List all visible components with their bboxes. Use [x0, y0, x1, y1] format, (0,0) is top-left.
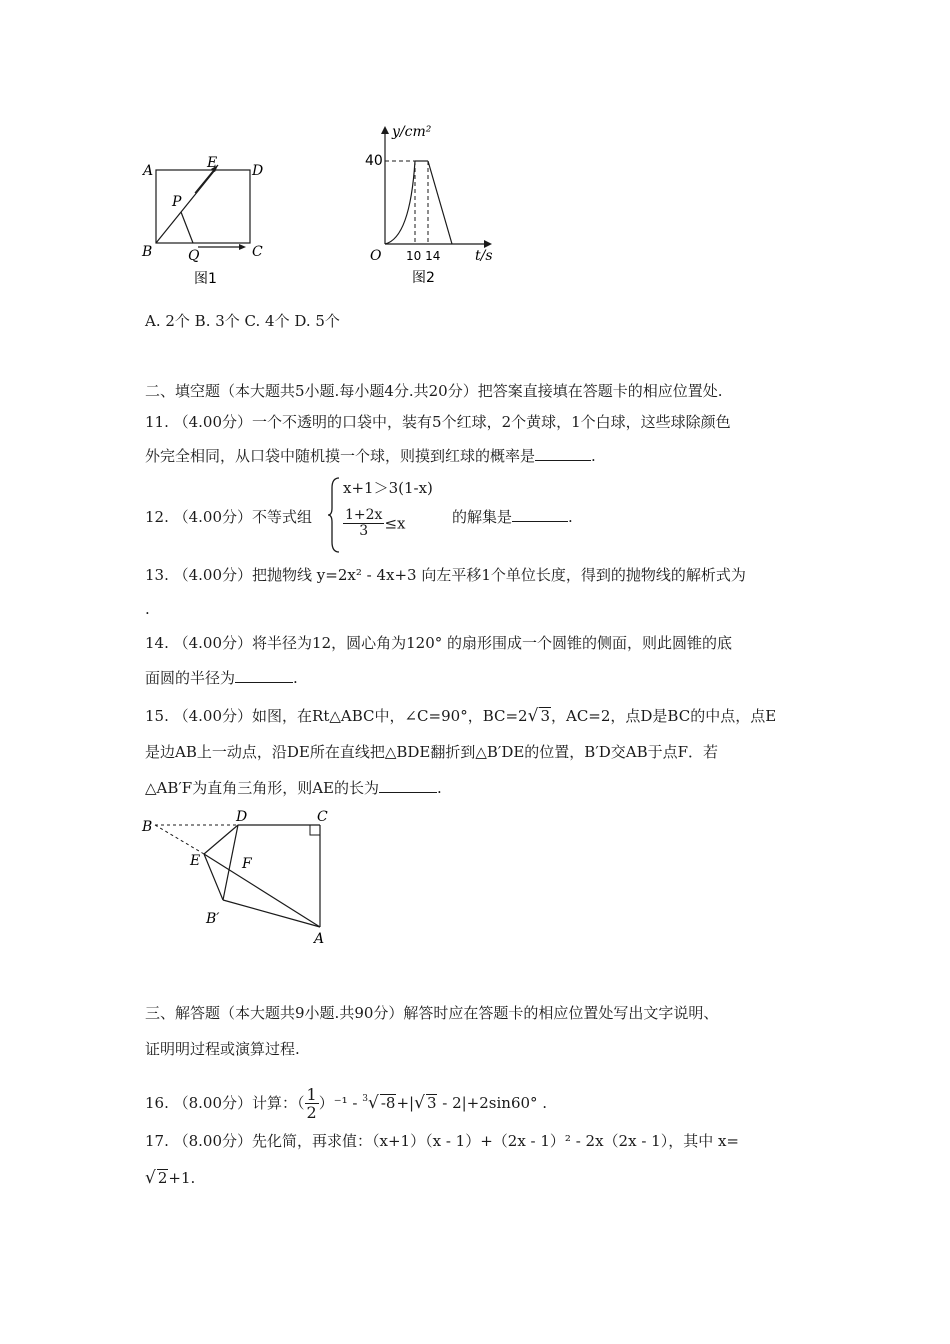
fig1-caption: 图1 [194, 271, 217, 287]
q14-line2 [145, 668, 298, 688]
fig3-label-f: F [242, 856, 252, 872]
fig3-label-b: B [142, 819, 153, 835]
q13-line2: . [145, 600, 150, 618]
section2-header: 二、填空题（本大题共5小题.每小题4分.共20分）把答案直接填在答题卡的相应位置处. [145, 382, 723, 400]
q15-end: . [437, 779, 442, 797]
q12-suffix [452, 507, 573, 527]
q16-suffix: - 2|+2sin60° . [437, 1094, 548, 1112]
fig2-x-ticks: 10 14 [406, 249, 441, 263]
q16-cbrt-radicand: -8 [380, 1094, 396, 1112]
fig1-label-a: A [143, 163, 154, 179]
section3-header-line2: 证明明过程或演算过程. [145, 1040, 300, 1058]
q12-ineq1: x+1＞3(1-x) [343, 479, 433, 497]
sqrt-icon: √ [527, 706, 539, 726]
q11-answer-blank[interactable] [535, 446, 591, 461]
figure-2 [360, 120, 500, 290]
q15-line3-text: △AB′F为直角三角形，则AE的长为 [145, 779, 379, 797]
q12-prefix: 12. （4.00分）不等式组 [145, 508, 313, 526]
q14-line2-text: 面圆的半径为 [145, 669, 236, 687]
q12-end: . [568, 508, 573, 526]
q17-line2-tail: +1. [168, 1169, 196, 1187]
fig3-label-a: A [314, 931, 325, 947]
q16-fraction [305, 1086, 319, 1121]
q16-mid1: ）⁻¹ - [318, 1094, 363, 1112]
q15-line3 [145, 778, 442, 798]
q16-prefix: 16. （8.00分）计算：（ [145, 1094, 305, 1112]
q16-frac-den: 2 [306, 1102, 317, 1122]
fig1-label-b: B [142, 244, 153, 260]
sqrt-icon: √ [145, 1168, 156, 1188]
figure-3 [140, 805, 340, 950]
fig2-y-label: y/cm² [392, 124, 432, 140]
q17-line2 [145, 1168, 195, 1188]
q12-answer-blank[interactable] [512, 507, 568, 522]
fig3-label-e: E [190, 853, 201, 869]
q12-ineq2 [343, 508, 405, 539]
fig3-label-d: D [236, 809, 248, 825]
fig2-caption: 图2 [412, 270, 435, 286]
fig1-label-c: C [252, 244, 263, 260]
q15-radicand: 3 [540, 707, 550, 725]
q12-brace [327, 476, 341, 554]
q13-line1: 13. （4.00分）把抛物线 y=2x² - 4x+3 向左平移1个单位长度，得到的抛物线的解析式为 [145, 566, 746, 584]
fig2-origin: O [370, 248, 382, 264]
q17-radicand: 2 [157, 1169, 168, 1187]
section3-header-line1: 三、解答题（本大题共9小题.共90分）解答时应在答题卡的相应位置处写出文字说明、 [145, 1004, 719, 1022]
q14-line1: 14. （4.00分）将半径为12，圆心角为120° 的扇形围成一个圆锥的侧面，则此圆锥的底 [145, 634, 733, 652]
q17-line1: 17. （8.00分）先化简，再求值：（x+1）（x - 1）+（2x - 1）² - 2x（2x - 1），其中 x= [145, 1132, 739, 1150]
q15-line1-b: ，AC=2，点D是BC的中点，点E [550, 707, 777, 725]
q16-sqrt-radicand: 3 [426, 1094, 437, 1112]
q12-frac-num: 1+2x [345, 507, 383, 523]
q15-line1 [145, 706, 776, 726]
cbrt-icon: √ [368, 1093, 379, 1113]
fig1-label-p: P [172, 194, 182, 210]
q15-answer-blank[interactable] [379, 778, 437, 793]
figure-1 [140, 150, 270, 290]
q15-line2: 是边AB上一动点，沿DE所在直线把△BDE翻折到△B′DE的位置，B′D交AB于点F．若 [145, 743, 719, 761]
q16-cbrt-index: 3 [362, 1094, 368, 1104]
fig2-x-label: t/s [475, 248, 493, 264]
q10-options: A. 2个 B. 3个 C. 4个 D. 5个 [145, 312, 340, 330]
sqrt-icon: √ [414, 1093, 425, 1113]
q11-line2-text: 外完全相同，从口袋中随机摸一个球，则摸到红球的概率是 [145, 447, 536, 465]
q12-ineq2-tail: ≤x [384, 514, 406, 533]
q12-suffix-text: 的解集是 [452, 508, 513, 526]
q16-mid2: +| [396, 1094, 415, 1112]
q16 [145, 1084, 547, 1121]
q15-line1-a: 15. （4.00分）如图，在Rt△ABC中，∠C=90°，BC=2 [145, 707, 528, 725]
q16-frac-num: 1 [306, 1084, 317, 1104]
fig3-label-b-prime: B′ [206, 911, 220, 927]
q14-end: . [293, 669, 298, 687]
fig1-label-e: E [207, 155, 218, 171]
q12-fraction [343, 508, 384, 539]
fig2-y-tick: 40 [365, 153, 383, 169]
q11-end: . [591, 447, 596, 465]
fig3-label-c: C [317, 809, 328, 825]
fig1-label-d: D [252, 163, 264, 179]
q12-frac-den: 3 [359, 523, 369, 539]
q14-answer-blank[interactable] [235, 668, 293, 683]
q11-line1: 11. （4.00分）一个不透明的口袋中，装有5个红球，2个黄球，1个白球，这些球除颜色 [145, 413, 731, 431]
q11-line2 [145, 446, 596, 466]
fig1-label-q: Q [188, 248, 200, 264]
